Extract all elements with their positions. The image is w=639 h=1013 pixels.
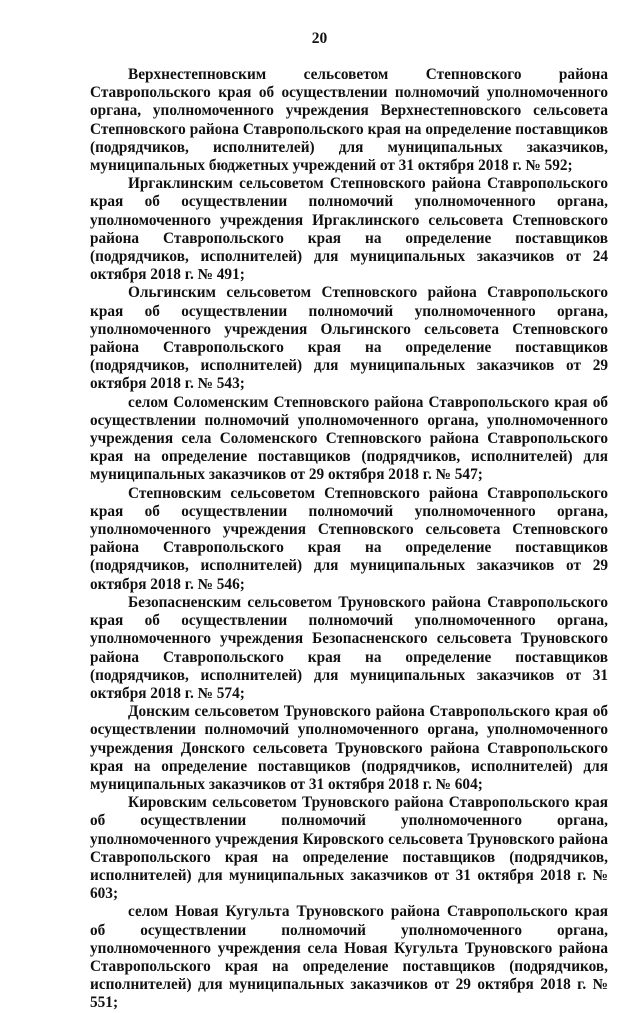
paragraph-olginsky: Ольгинским сельсоветом Степновского района Ставропольского края об осуществлении полномочий уполномоченного органа, уполномоченного учреждения Ольгинского сельсовета Степновского района Ставропольского края на определение поставщиков (подрядчиков, исполнителей) для муниципальных заказчиков от 29 октября 2018 г. № 543; (90, 284, 608, 393)
paragraph-kirovsky: Кировским сельсоветом Труновского района Ставропольского края об осуществлении полномочий уполномоченного органа, уполномоченного учреждения Кировского сельсовета Труновского района Ставропольского края на определение поставщиков (подрядчиков, исполнителей) для муниципальных заказчиков от 31 октября 2018 г. № 603; (90, 794, 608, 903)
paragraph-solomenskoye: селом Соломенским Степновского района Ставропольского края об осуществлении полномочий уполномоченного органа, уполномоченного учреждения села Соломенского Степновского района Ставропольского края на определение поставщиков (подрядчиков, исполнителей) для муниципальных заказчиков от 29 октября 2018 г. № 547; (90, 393, 608, 484)
paragraph-bezopasnensky: Безопасненским сельсоветом Труновского района Ставропольского края об осуществлении полномочий уполномоченного органа, уполномоченного учреждения Безопасненского сельсовета Труновского района Ставропольского края на определение поставщиков (подрядчиков, исполнителей) для муниципальных заказчиков от 31 октября 2018 г. № 574; (90, 593, 608, 702)
paragraph-stepnovsky: Степновским сельсоветом Степновского района Ставропольского края об осуществлении полномочий уполномоченного органа, уполномоченного учреждения Степновского сельсовета Степновского района Ставропольского края на определение поставщиков (подрядчиков, исполнителей) для муниципальных заказчиков от 29 октября 2018 г. № 546; (90, 484, 608, 593)
paragraph-novaya-kugulta: селом Новая Кугульта Труновского района Ставропольского края об осуществлении полномочий уполномоченного органа, уполномоченного учреждения села Новая Кугульта Труновского района Ставропольского края на определение поставщиков (подрядчиков, исполнителей) для муниципальных заказчиков от 29 октября 2018 г. № 551; (90, 903, 608, 1012)
paragraph-irgaklinsky: Иргаклинским сельсоветом Степновского района Ставропольского края об осуществлении полномочий уполномоченного органа, уполномоченного учреждения Иргаклинского сельсовета Степновского района Ставропольского края на определение поставщиков (подрядчиков, исполнителей) для муниципальных заказчиков от 24 октября 2018 г. № 491; (90, 175, 608, 284)
paragraph-donskoy: Донским сельсоветом Труновского района Ставропольского края об осуществлении полномочий уполномоченного органа, уполномоченного учреждения Донского сельсовета Труновского района Ставропольского края на определение поставщиков (подрядчиков, исполнителей) для муниципальных заказчиков от 31 октября 2018 г. № 604; (90, 703, 608, 793)
page-number: 20 (311, 30, 328, 47)
document-body (90, 66, 608, 1013)
paragraph-verkhnestepnovsky: Верхнестепновским сельсоветом Степновского района Ставропольского края об осуществлении полномочий уполномоченного органа, уполномоченного учреждения Верхнестепновского сельсовета Степновского района Ставропольского края на определение поставщиков (подрядчиков, исполнителей) для муниципальных заказчиков, муниципальных бюджетных учреждений от 31 октября 2018 г. № 592; (90, 66, 608, 175)
